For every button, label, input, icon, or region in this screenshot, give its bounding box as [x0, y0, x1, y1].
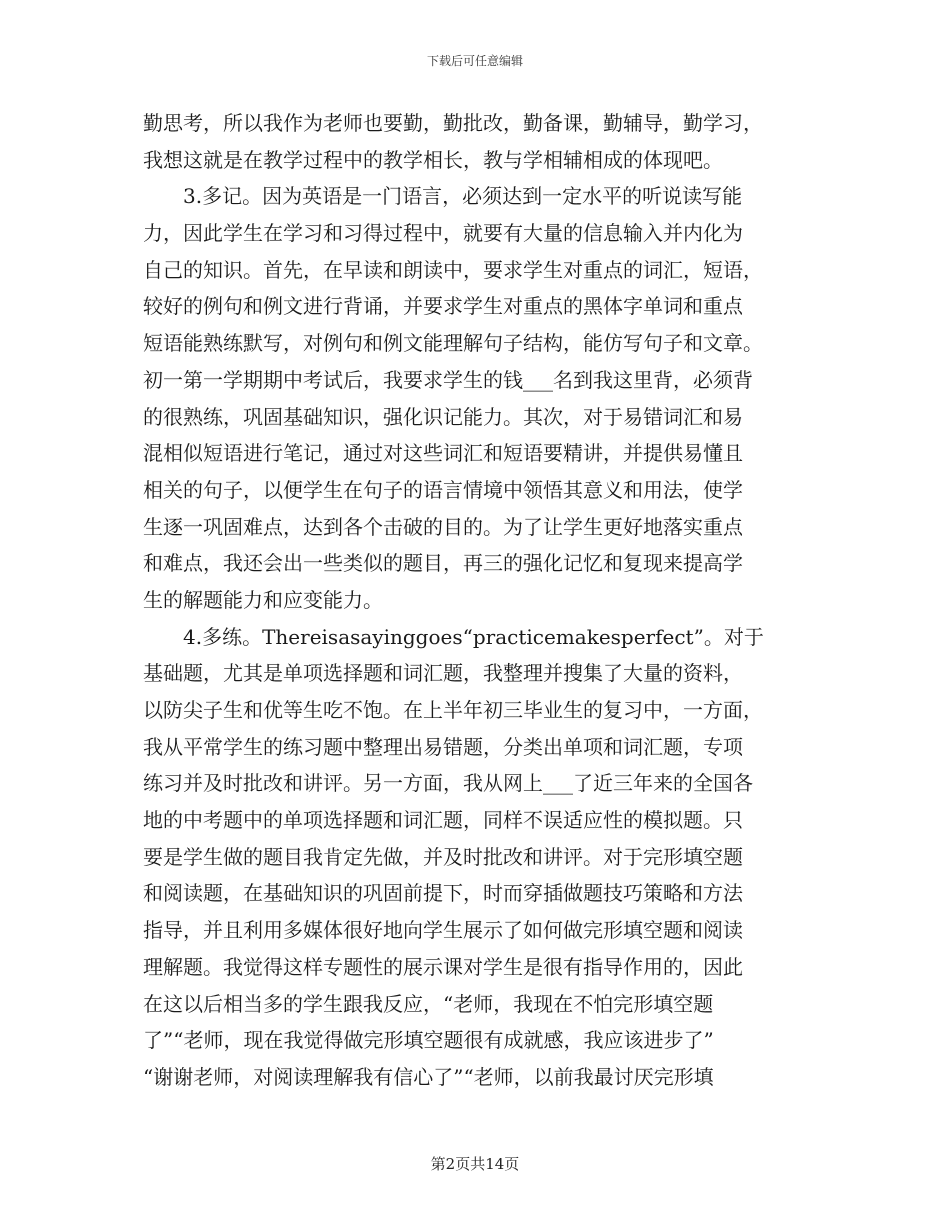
text-line: 我想这就是在教学过程中的教学相长，教与学相辅相成的体现吧。: [143, 147, 723, 172]
text-line: 地的中考题中的单项选择题和词汇题，同样不误适应性的模拟题。只: [143, 808, 743, 833]
text-line: 勤思考，所以我作为老师也要勤，勤批改，勤备课，勤辅导，勤学习，: [143, 111, 763, 135]
text-line: 理解题。我觉得这样专题性的展示课对学生是很有指导作用的，因此: [143, 954, 743, 979]
text-line: 和难点，我还会出一些类似的题目，再三的强化记忆和复现来提高学: [143, 551, 743, 576]
text-line: 和阅读题，在基础知识的巩固前提下，时而穿插做题技巧策略和方法: [143, 881, 743, 906]
text-line: 力，因此学生在学习和习得过程中，就要有大量的信息输入并内化为: [143, 221, 743, 246]
text-line: 基础题，尤其是单项选择题和词汇题，我整理并搜集了大量的资料，: [143, 661, 743, 686]
text-line: 在这以后相当多的学生跟我反应，“老师，我现在不怕完形填空题: [143, 991, 714, 1016]
text-line: 我从平常学生的练习题中整理出易错题，分类出单项和词汇题，专项: [143, 734, 743, 759]
text-line: “谢谢老师，对阅读理解我有信心了”“老师，以前我最讨厌完形填: [143, 1064, 714, 1089]
text-line: 相关的句子，以便学生在句子的语言情境中领悟其意义和用法，使学: [143, 477, 743, 502]
text-line: 自己的知识。首先，在早读和朗读中，要求学生对重点的词汇，短语，: [143, 257, 763, 282]
page-header: 下载后可任意编辑: [426, 54, 523, 68]
text-line: 练习并及时批改和讲评。另一方面，我从网上___了近三年来的全国各: [143, 771, 753, 796]
text-line: 混相似短语进行笔记，通过对这些词汇和短语要精讲，并提供易懂且: [143, 441, 743, 466]
paragraph-start-line: 4.多练。Thereisasayinggoes“practicemakesperfect”。对于: [183, 624, 764, 649]
text-line: 指导，并且利用多媒体很好地向学生展示了如何做完形填空题和阅读: [143, 918, 743, 943]
text-line: 以防尖子生和优等生吃不饱。在上半年初三毕业生的复习中，一方面，: [143, 698, 763, 722]
page-footer: 第2页共14页: [430, 1155, 520, 1173]
paragraph-start-line: 3.多记。因为英语是一门语言，必须达到一定水平的听说读写能: [183, 184, 743, 209]
text-line: 的很熟练，巩固基础知识，强化识记能力。其次，对于易错词汇和易: [143, 404, 743, 429]
text-line: 生的解题能力和应变能力。: [143, 587, 383, 612]
text-line: 初一第一学期期中考试后，我要求学生的钱___名到我这里背，必须背: [143, 367, 753, 392]
text-line: 较好的例句和例文进行背诵，并要求学生对重点的黑体字单词和重点: [143, 294, 743, 319]
text-line: 短语能熟练默写，对例句和例文能理解句子结构，能仿写句子和文章。: [143, 331, 763, 356]
text-line: 要是学生做的题目我肯定先做，并及时批改和讲评。对于完形填空题: [143, 844, 743, 869]
document-body: [143, 105, 815, 1096]
text-line: 了”“老师，现在我觉得做完形填空题很有成就感，我应该进步了”: [143, 1028, 714, 1053]
text-line: 生逐一巩固难点，达到各个击破的目的。为了让学生更好地落实重点: [143, 514, 743, 539]
